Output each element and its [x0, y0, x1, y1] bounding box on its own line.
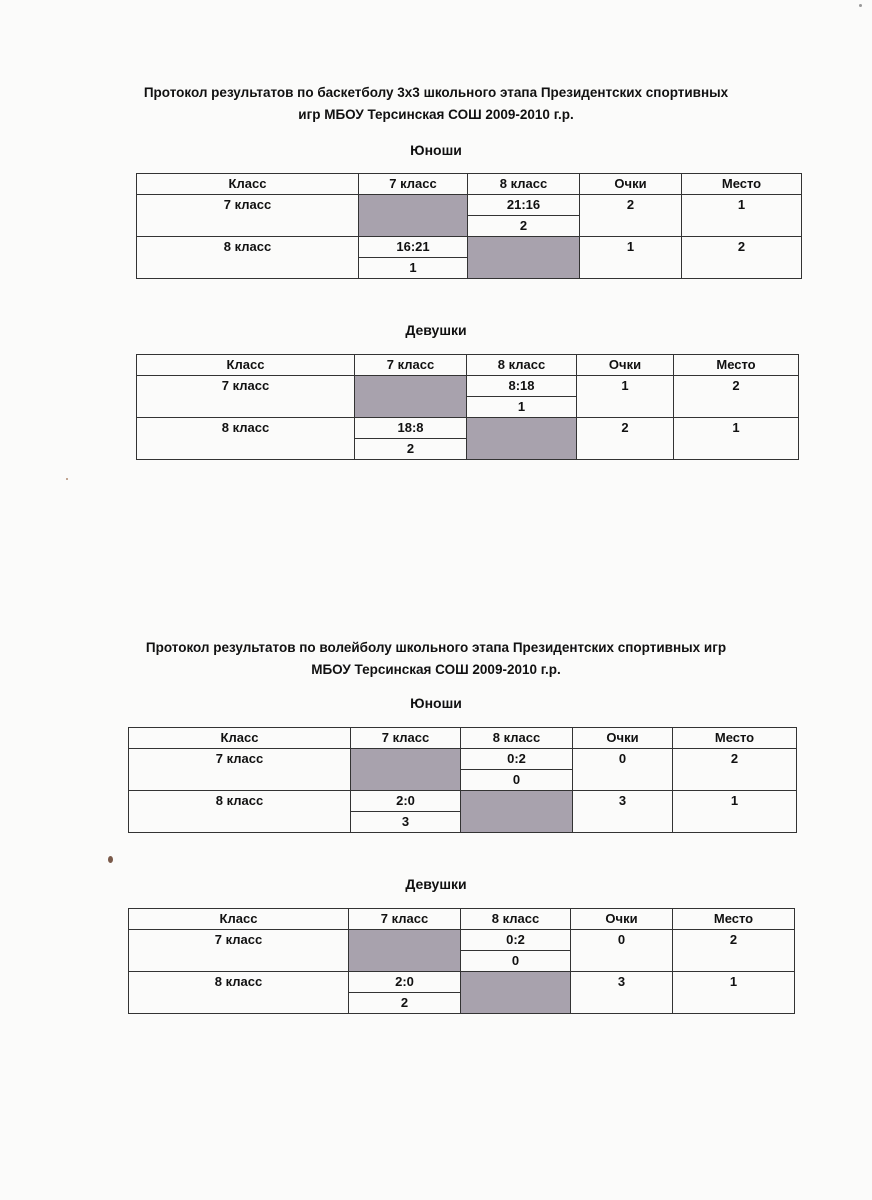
basketball-boys-subtitle: Юноши: [410, 142, 462, 158]
shaded-cell: [349, 930, 461, 972]
row-class: 8 класс: [129, 791, 351, 833]
place-cell: 2: [673, 749, 797, 791]
place-cell: 1: [673, 972, 795, 1014]
match-points-cell: 2: [349, 993, 461, 1014]
match-points-cell: 0: [461, 951, 571, 972]
match-points-cell: 1: [359, 258, 468, 279]
basketball-girls-subtitle: Девушки: [405, 322, 467, 338]
points-cell: 1: [580, 237, 682, 279]
scan-speck: [66, 478, 68, 480]
volleyball-title: [0, 637, 872, 681]
basketball-girls-table: [136, 354, 799, 460]
points-cell: 0: [573, 749, 673, 791]
table-header-row: [129, 728, 797, 749]
table-header-row: [137, 174, 802, 195]
basketball-title-line2: игр МБОУ Терсинская СОШ 2009-2010 г.р.: [298, 107, 574, 122]
score-cell: 18:8: [355, 418, 467, 439]
shaded-cell: [461, 972, 571, 1014]
header-class: Класс: [129, 909, 349, 930]
header-points: Очки: [580, 174, 682, 195]
match-points-cell: 2: [468, 216, 580, 237]
header-points: Очки: [573, 728, 673, 749]
basketball-title: [0, 82, 872, 126]
table-row: [129, 930, 795, 951]
volleyball-boys-subtitle: Юноши: [410, 695, 462, 711]
header-7-class: 7 класс: [355, 355, 467, 376]
basketball-boys-table: [136, 173, 802, 279]
place-cell: 2: [674, 376, 799, 418]
header-place: Место: [674, 355, 799, 376]
volleyball-title-line2: МБОУ Терсинская СОШ 2009-2010 г.р.: [311, 662, 561, 677]
table-header-row: [129, 909, 795, 930]
place-cell: 2: [682, 237, 802, 279]
header-points: Очки: [577, 355, 674, 376]
place-cell: 1: [673, 791, 797, 833]
points-cell: 3: [573, 791, 673, 833]
row-class: 8 класс: [129, 972, 349, 1014]
scan-speck: [859, 4, 862, 7]
shaded-cell: [468, 237, 580, 279]
shaded-cell: [467, 418, 577, 460]
points-cell: 0: [571, 930, 673, 972]
table-header-row: [137, 355, 799, 376]
score-cell: 21:16: [468, 195, 580, 216]
table-row: [129, 749, 797, 770]
match-points-cell: 1: [467, 397, 577, 418]
volleyball-girls-table: [128, 908, 795, 1014]
volleyball-title-line1: Протокол результатов по волейболу школьного этапа Президентских спортивных игр: [145, 640, 727, 655]
score-cell: 16:21: [359, 237, 468, 258]
table-row: [137, 237, 802, 258]
place-cell: 1: [674, 418, 799, 460]
header-place: Место: [673, 909, 795, 930]
match-points-cell: 2: [355, 439, 467, 460]
score-cell: 0:2: [461, 930, 571, 951]
header-class: Класс: [137, 174, 359, 195]
header-7-class: 7 класс: [351, 728, 461, 749]
row-class: 8 класс: [137, 418, 355, 460]
shaded-cell: [355, 376, 467, 418]
table-row: [129, 972, 795, 993]
match-points-cell: 0: [461, 770, 573, 791]
shaded-cell: [359, 195, 468, 237]
header-place: Место: [673, 728, 797, 749]
header-points: Очки: [571, 909, 673, 930]
header-8-class: 8 класс: [467, 355, 577, 376]
header-8-class: 8 класс: [468, 174, 580, 195]
table-row: [137, 195, 802, 216]
place-cell: 2: [673, 930, 795, 972]
row-class: 7 класс: [137, 376, 355, 418]
score-cell: 0:2: [461, 749, 573, 770]
match-points-cell: 3: [351, 812, 461, 833]
row-class: 7 класс: [129, 749, 351, 791]
points-cell: 1: [577, 376, 674, 418]
header-7-class: 7 класс: [349, 909, 461, 930]
header-place: Место: [682, 174, 802, 195]
points-cell: 2: [580, 195, 682, 237]
header-class: Класс: [129, 728, 351, 749]
points-cell: 3: [571, 972, 673, 1014]
score-cell: 2:0: [351, 791, 461, 812]
table-row: [137, 376, 799, 397]
volleyball-girls-subtitle: Девушки: [405, 876, 467, 892]
header-8-class: 8 класс: [461, 728, 573, 749]
score-cell: 8:18: [467, 376, 577, 397]
volleyball-boys-table: [128, 727, 797, 833]
score-cell: 2:0: [349, 972, 461, 993]
table-row: [137, 418, 799, 439]
points-cell: 2: [577, 418, 674, 460]
row-class: 8 класс: [137, 237, 359, 279]
basketball-title-line1: Протокол результатов по баскетболу 3х3 школьного этапа Президентских спортивных: [143, 85, 729, 100]
header-8-class: 8 класс: [461, 909, 571, 930]
shaded-cell: [351, 749, 461, 791]
shaded-cell: [461, 791, 573, 833]
header-7-class: 7 класс: [359, 174, 468, 195]
row-class: 7 класс: [129, 930, 349, 972]
scan-speck: [108, 856, 113, 863]
row-class: 7 класс: [137, 195, 359, 237]
table-row: [129, 791, 797, 812]
place-cell: 1: [682, 195, 802, 237]
header-class: Класс: [137, 355, 355, 376]
